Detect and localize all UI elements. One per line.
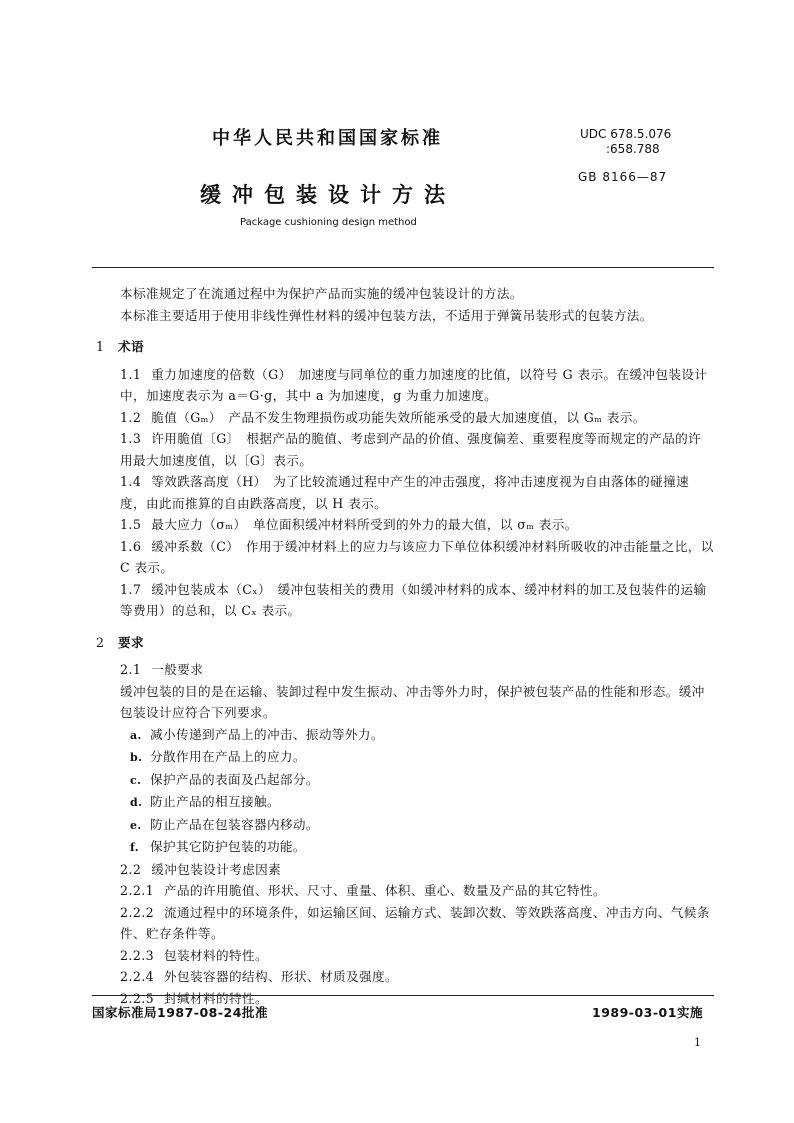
section-title: 术语 <box>118 339 144 354</box>
term-item: 1.2 脆值（Gₘ） 产品不发生物理损伤或功能失效所能承受的最大加速度值，以 Gₘ 表示。 <box>120 409 646 425</box>
header-divider <box>92 267 714 268</box>
page-number: 1 <box>694 1036 701 1049</box>
list-item: a. 减小传递到产品上的冲击、振动等外力。 <box>130 726 384 742</box>
factor-item: 2.2.4 外包装容器的结构、形状、材质及强度。 <box>120 969 398 984</box>
factor-item: 2.2.1 产品的许用脆值、形状、尺寸、重量、体积、重心、数量及产品的其它特性。 <box>120 883 606 898</box>
section-number: 1 <box>96 339 105 354</box>
document-body <box>96 283 714 1009</box>
list-item: b. 分散作用在产品上的应力。 <box>130 749 306 764</box>
list-item: e. 防止产品在包装容器内移动。 <box>130 816 319 832</box>
requirement-paragraph: 缓冲包装的目的是在运输、装卸过程中发生振动、冲击等外力时，保护被包装产品的性能和形态。缓冲包装设计应符合下列要求。 <box>120 683 705 720</box>
udc-code-continued: :658.788 <box>606 142 660 156</box>
term-item: 1.6 缓冲系数（C） 作用于缓冲材料上的应力与该应力下单位体积缓冲材料所吸收的冲击能量之比，以 C 表示。 <box>120 538 714 575</box>
list-item: d. 防止产品的相互接触。 <box>130 794 280 809</box>
footer-divider <box>92 995 714 996</box>
udc-code: UDC 678.5.076 <box>580 127 672 141</box>
factor-item: 2.2.5 封缄材料的特性。 <box>120 990 268 1006</box>
section-title: 要求 <box>118 634 144 650</box>
effective-date: 1989-03-01实施 <box>592 1005 703 1020</box>
document-title: 缓冲包装设计方法 <box>200 183 456 207</box>
intro-paragraph: 本标准规定了在流通过程中为保护产品而实施的缓冲包装设计的方法。 <box>120 286 523 301</box>
standard-number: GB 8166—87 <box>578 170 668 184</box>
term-item: 1.3 许用脆值〔G〕 根据产品的脆值、考虑到产品的价值、强度偏差、重要程度等而规定的产品的许用最大加速度值，以〔G〕表示。 <box>120 431 702 468</box>
issuing-organization: 中华人民共和国国家标准 <box>212 128 443 149</box>
subsection-heading: 2.2 缓冲包装设计考虑因素 <box>120 861 282 877</box>
section-heading <box>96 632 714 654</box>
list-item: f. 保护其它防护包装的功能。 <box>130 839 306 854</box>
section-heading <box>96 336 714 358</box>
term-item: 1.7 缓冲包装成本（Cₓ） 缓冲包装相关的费用（如缓冲材料的成本、缓冲材料的加工及包装件的运输等费用）的总和，以 Cₓ 表示。 <box>120 581 707 618</box>
factor-item: 2.2.2 流通过程中的环境条件，如运输区间、运输方式、装卸次数、等效跌落高度、冲击方向、气候条件、贮存条件等。 <box>120 904 710 941</box>
list-item: c. 保护产品的表面及凸起部分。 <box>130 771 319 787</box>
approval-date: 国家标准局1987-08-24批准 <box>92 1005 268 1020</box>
term-item: 1.5 最大应力（σₘ） 单位面积缓冲材料所受到的外力的最大值，以 σₘ 表示。 <box>120 517 578 532</box>
term-item: 1.4 等效跌落高度（H） 为了比较流通过程中产生的冲击强度，将冲击速度视为自由落体的碰撞速度，由此而推算的自由跌落高度，以 H 表示。 <box>120 474 690 511</box>
section-number: 2 <box>96 634 105 650</box>
intro-paragraph: 本标准主要适用于使用非线性弹性材料的缓冲包装方法，不适用于弹簧吊装形式的包装方法。 <box>120 307 653 323</box>
subsection-heading: 2.1 一般要求 <box>120 662 204 677</box>
factor-item: 2.2.3 包装材料的特性。 <box>120 947 268 963</box>
document-subtitle: Package cushioning design method <box>240 217 417 228</box>
term-item: 1.1 重力加速度的倍数（G） 加速度与同单位的重力加速度的比值，以符号 G 表示。在缓冲包装设计中，加速度表示为 a＝G·g，其中 a 为加速度，g 为重力加速度。 <box>120 366 708 403</box>
